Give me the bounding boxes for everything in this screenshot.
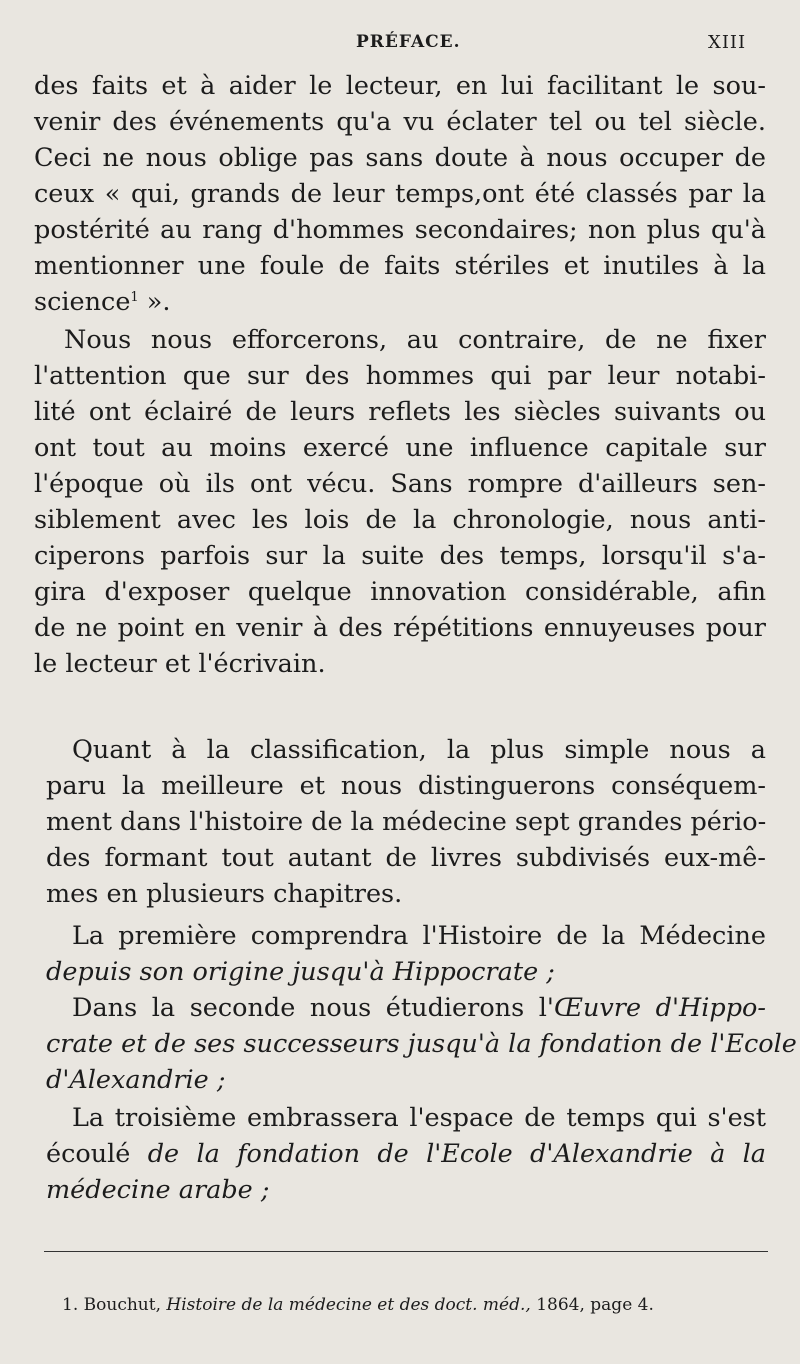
footnote: [62, 1292, 722, 1318]
footnote-author: Bouchut,: [83, 1295, 161, 1315]
text-line: venir des événements qu'a vu éclater tel ou tel siècle.: [34, 107, 766, 137]
text-line: paru la meilleure et nous distinguerons conséquem-: [46, 771, 766, 801]
text-line: siblement avec les lois de la chronologie, nous anti-: [34, 505, 766, 535]
text-line: [46, 1136, 766, 1172]
text-line: [72, 990, 766, 1026]
text-line: postérité au rang d'hommes secondaires; non plus qu'à: [34, 215, 766, 245]
text-span: ».: [138, 287, 171, 317]
text-line: Ceci ne nous oblige pas sans doute à nous occuper de: [34, 143, 766, 173]
text-line: La troisième embrassera l'espace de temps qui s'est: [72, 1103, 766, 1133]
text-span-italic: de la fondation de l'Ecole d'Alexandrie à la: [147, 1139, 767, 1169]
text-line: crate et de ses successeurs jusqu'à la fondation de l'Ecole: [46, 1029, 797, 1059]
footnote-number: 1.: [62, 1295, 79, 1315]
text-line: Nous nous efforcerons, au contraire, de ne fixer: [64, 325, 766, 355]
text-line: mentionner une foule de faits stériles et inutiles à la: [34, 251, 766, 281]
footnote-title: Histoire de la médecine et des doct. méd.,: [166, 1295, 531, 1315]
text-line: mes en plusieurs chapitres.: [46, 879, 403, 909]
text-line: de ne point en venir à des répétitions ennuyeuses pour: [34, 613, 766, 643]
text-line: l'attention que sur des hommes qui par leur notabi-: [34, 361, 766, 391]
text-span: science: [34, 287, 131, 317]
running-title: PRÉFACE.: [356, 32, 461, 52]
text-line: ciperons parfois sur la suite des temps, lorsqu'il s'a-: [34, 541, 766, 571]
text-line: ment dans l'histoire de la médecine sept grandes pério-: [46, 807, 767, 837]
footnote-marker: 1: [130, 290, 139, 305]
text-line: [34, 284, 766, 320]
text-line: depuis son origine jusqu'à Hippocrate ;: [46, 957, 555, 987]
text-span: Dans la seconde nous étudierons l': [72, 993, 554, 1023]
text-line: La première comprendra l'Histoire de la Médecine: [72, 921, 766, 951]
footnote-divider: [44, 1251, 768, 1252]
text-span-italic: Œuvre d'Hippo-: [553, 993, 766, 1023]
text-line: ont tout au moins exercé une influence capitale sur: [34, 433, 766, 463]
text-line: Quant à la classification, la plus simple nous a: [72, 735, 766, 765]
text-line: l'époque où ils ont vécu. Sans rompre d'ailleurs sen-: [34, 469, 766, 499]
page-number: XIII: [708, 32, 747, 53]
page-header: [0, 32, 800, 62]
text-line: médecine arabe ;: [46, 1175, 270, 1205]
text-span: écoulé: [46, 1139, 148, 1169]
text-line: lité ont éclairé de leurs reflets les siècles suivants ou: [34, 397, 766, 427]
text-line: des faits et à aider le lecteur, en lui facilitant le sou-: [34, 71, 766, 101]
text-line: d'Alexandrie ;: [46, 1065, 226, 1095]
footnote-details: 1864, page 4.: [536, 1295, 654, 1315]
text-line: ceux « qui, grands de leur temps,ont été classés par la: [34, 179, 766, 209]
text-line: le lecteur et l'écrivain.: [34, 649, 326, 679]
text-line: des formant tout autant de livres subdivisés eux-mê-: [46, 843, 766, 873]
text-line: gira d'exposer quelque innovation considérable, afin: [34, 577, 766, 607]
